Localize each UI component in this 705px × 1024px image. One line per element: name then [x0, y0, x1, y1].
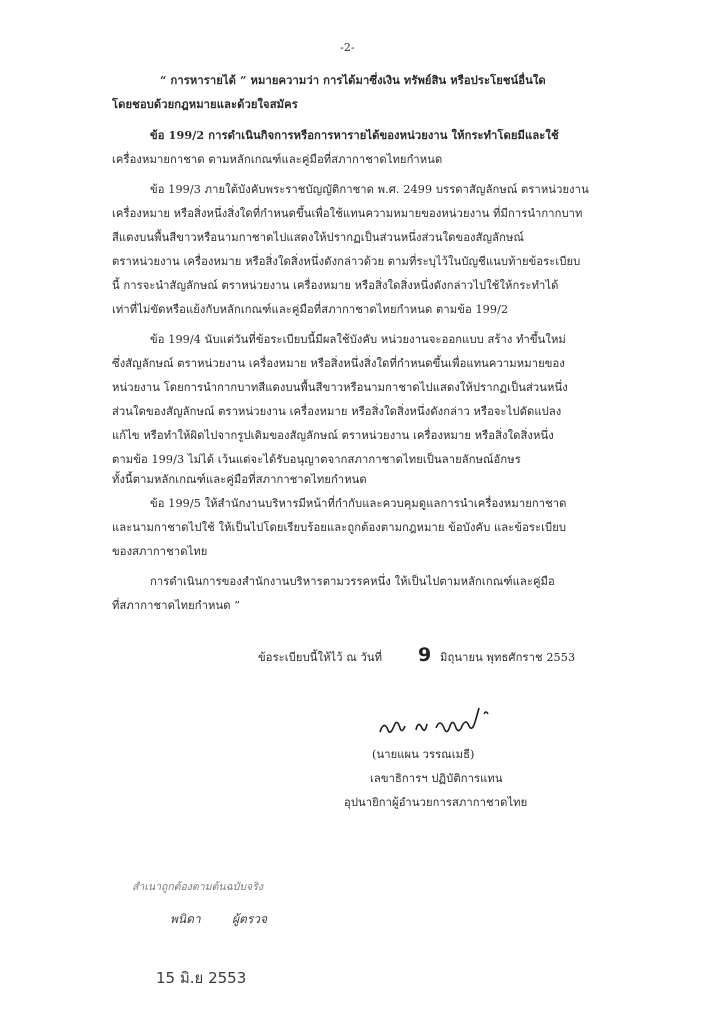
article-199-2-line-2: เครื่องหมายกาชาด ตามหลักเกณฑ์และคู่มือที่สภากาชาดไทยกำหนด — [112, 153, 443, 166]
certification-checker: ผู้ตรวจ — [232, 912, 268, 926]
article-199-4-line-3: หน่วยงาน โดยการนำกากบาทสีแดงบนพื้นสีขาวหรือนามกาชาดไปแสดงให้ปรากฏเป็นส่วนหนึ่ง — [112, 381, 568, 394]
article-199-4-line-5: แก้ไข หรือทำให้ผิดไปจากรูปเดิมของสัญลักษณ์ ตราหน่วยงาน เครื่องหมาย หรือสิ่งใดสิ่งหนึ่ง — [112, 429, 554, 442]
article-199-3-line-2: เครื่องหมาย หรือสิ่งหนึ่งสิ่งใดที่กำหนดขึ้นเพื่อใช้แทนความหมายของหน่วยงาน ที่มีการนำกากบาท — [112, 207, 583, 220]
effective-date-suffix: มิถุนายน พุทธศักราช 2553 — [440, 651, 576, 664]
article-199-4-line-2: ซึ่งสัญลักษณ์ ตราหน่วยงาน เครื่องหมาย หรือสิ่งหนึ่งสิ่งใดที่กำหนดขึ้นเพื่อแทนความหมายของ — [112, 357, 565, 370]
signature-icon — [374, 706, 524, 740]
article-199-4-line-7: ทั้งนี้ตามหลักเกณฑ์และคู่มือที่สภากาชาดไทยกำหนด — [112, 473, 367, 486]
article-199-5-line-5: ที่สภากาชาดไทยกำหนด ” — [112, 599, 241, 612]
signatory-position-1: เลขาธิการฯ ปฏิบัติการแทน — [370, 772, 503, 785]
article-199-5-line-3: ของสภากาชาดไทย — [112, 545, 208, 558]
certification-stamp: สำเนาถูกต้องตามต้นฉบับจริง — [132, 881, 263, 893]
article-199-5-line-1: ข้อ 199/5 ให้สำนักงานบริหารมีหน้าที่กำกับและควบคุมดูแลการนำเครื่องหมายกาชาด — [150, 497, 567, 510]
definition-line-2: โดยชอบด้วยกฎหมายและด้วยใจสมัคร — [112, 97, 298, 111]
signatory-position-2: อุปนายิกาผู้อำนวยการสภากาชาดไทย — [344, 796, 528, 809]
article-199-3-line-1: ข้อ 199/3 ภายใต้บังคับพระราชบัญญัติกาชาด พ.ศ. 2499 บรรดาสัญลักษณ์ ตราหน่วยงาน — [150, 183, 589, 196]
article-199-3-line-3: สีแดงบนพื้นสีขาวหรือนามกาชาดไปแสดงให้ปรากฏเป็นส่วนหนึ่งส่วนใดของสัญลักษณ์ — [112, 231, 524, 244]
article-199-4-line-6: ตามข้อ 199/3 ไม่ได้ เว้นแต่จะได้รับอนุญาตจากสภากาชาดไทยเป็นลายลักษณ์อักษร — [112, 453, 521, 466]
article-199-3-line-6: เท่าที่ไม่ขัดหรือแย้งกับหลักเกณฑ์และคู่มือที่สภากาชาดไทยกำหนด ตามข้อ 199/2 — [112, 303, 509, 316]
page-number: -2- — [340, 41, 355, 54]
certification-initials: พนิดา — [170, 912, 201, 926]
article-199-4-line-1: ข้อ 199/4 นับแต่วันที่ข้อระเบียบนี้มีผลใช้บังคับ หน่วยงานจะออกแบบ สร้าง ทำขึ้นใหม่ — [150, 333, 566, 346]
article-199-2-line-1: ข้อ 199/2 การดำเนินกิจการหรือการหารายได้ของหน่วยงาน ให้กระทำโดยมีและใช้ — [150, 128, 559, 142]
definition-line-1: “ การหารายได้ ” หมายความว่า การได้มาซึ่งเงิน ทรัพย์สิน หรือประโยชน์อื่นใด — [160, 73, 546, 87]
effective-date-prefix: ข้อระเบียบนี้ให้ไว้ ณ วันที่ — [258, 651, 383, 664]
article-199-3-line-4: ตราหน่วยงาน เครื่องหมาย หรือสิ่งใดสิ่งหนึ่งดังกล่าวด้วย ตามที่ระบุไว้ในบัญชีแนบท้ายข้อระเบียบ — [112, 255, 581, 268]
effective-date-day: 9 — [418, 644, 432, 666]
article-199-3-line-5: นี้ การจะนำสัญลักษณ์ ตราหน่วยงาน เครื่องหมาย หรือสิ่งใดสิ่งหนึ่งดังกล่าวไปใช้ให้กระทำได้ — [112, 279, 559, 292]
signatory-name: (นายแผน วรรณเมธี) — [372, 748, 475, 761]
article-199-5-line-2: และนามกาชาดไปใช้ ให้เป็นไปโดยเรียบร้อยและถูกต้องตามกฎหมาย ข้อบังคับ และข้อระเบียบ — [112, 521, 567, 534]
article-199-5-line-4: การดำเนินการของสำนักงานบริหารตามวรรคหนึ่ง ให้เป็นไปตามหลักเกณฑ์และคู่มือ — [150, 575, 555, 588]
certification-date: 15 มิ.ย 2553 — [156, 969, 247, 987]
article-199-4-line-4: ส่วนใดของสัญลักษณ์ ตราหน่วยงาน เครื่องหมาย หรือสิ่งใดสิ่งหนึ่งดังกล่าว หรือจะไปดัดแปลง — [112, 405, 562, 418]
